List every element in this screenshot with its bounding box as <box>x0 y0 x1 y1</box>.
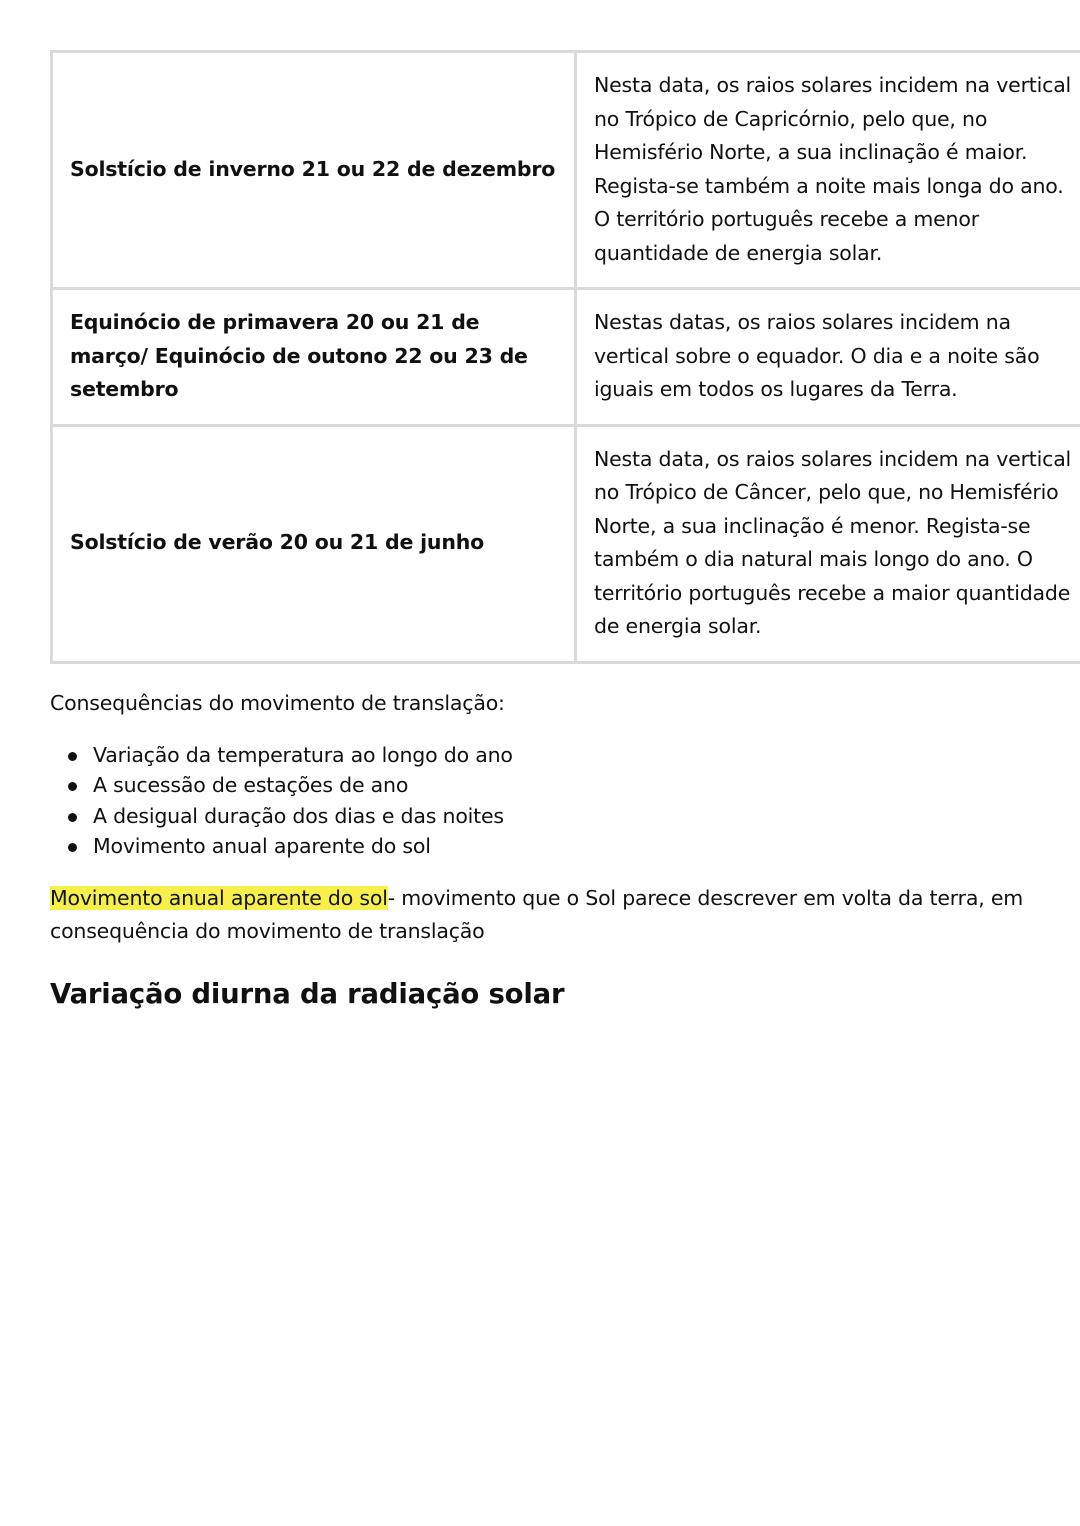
table-row <box>52 52 1080 289</box>
definition-paragraph <box>50 882 1030 948</box>
table-cell-description: Nesta data, os raios solares incidem na vertical no Trópico de Câncer, pelo que, no Hemisfério Norte, a sua inclinação é menor. Regista-se também o dia natural mais longo do ano. O território português recebe a maior quantidade de energia solar. <box>576 425 1080 662</box>
consequences-list <box>50 740 1030 862</box>
table-cell-description: Nesta data, os raios solares incidem na vertical no Trópico de Capricórnio, pelo que, no Hemisfério Norte, a sua inclinação é maior. Regista-se também a noite mais longa do ano. O território português recebe a menor quantidade de energia solar. <box>576 52 1080 289</box>
bullet-icon <box>68 782 77 791</box>
table-cell-description: Nestas datas, os raios solares incidem na vertical sobre o equador. O dia e a noite são iguais em todos os lugares da Terra. <box>576 289 1080 426</box>
list-item-text: A desigual duração dos dias e das noites <box>93 803 504 828</box>
bullet-icon <box>68 843 77 852</box>
highlighted-term: Movimento anual aparente do sol <box>50 885 388 910</box>
definition-text: - movimento que o Sol parece descrever em volta da terra, em consequência do movimento de translação <box>50 885 1024 943</box>
bullet-icon <box>68 752 77 761</box>
document-page <box>50 50 1072 1012</box>
bullet-icon <box>68 813 77 822</box>
solstice-equinox-table <box>50 50 1080 664</box>
list-item <box>50 740 1030 771</box>
section-heading: Variação diurna da radiação solar <box>50 977 565 1010</box>
list-item <box>50 801 1030 832</box>
table-cell-term: Solstício de inverno 21 ou 22 de dezembro <box>52 52 576 289</box>
table-cell-term: Equinócio de primavera 20 ou 21 de março/ Equinócio de outono 22 ou 23 de setembro <box>52 289 576 426</box>
list-item <box>50 831 1030 862</box>
table-row <box>52 289 1080 426</box>
list-item-text: A sucessão de estações de ano <box>93 773 409 797</box>
list-item-text: Movimento anual aparente do sol <box>93 834 431 858</box>
table-row <box>52 425 1080 662</box>
table-cell-term: Solstício de verão 20 ou 21 de junho <box>52 425 576 662</box>
list-item-text: Variação da temperatura ao longo do ano <box>93 742 513 767</box>
list-item <box>50 770 1030 801</box>
consequences-intro: Consequências do movimento de translação: <box>50 690 505 715</box>
